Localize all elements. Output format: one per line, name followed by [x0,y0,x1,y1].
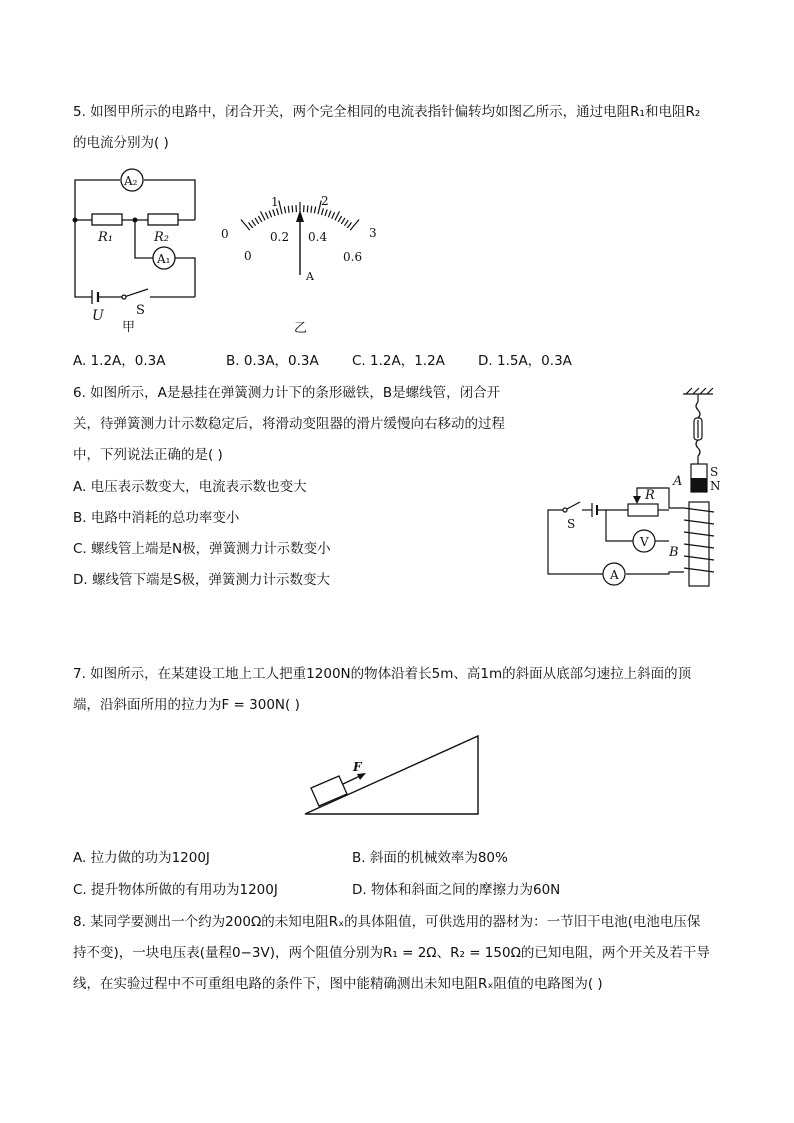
q5-caption-yi: 乙 [294,321,308,336]
q6-stem-line3: 中，下列说法正确的是( ) [73,447,223,463]
q5-dial-top-tick-3: 3 [369,226,377,240]
q5-dial-bottom-tick-1: 0.2 [270,230,290,244]
q5-dial-bottom-tick-0: 0 [244,249,252,263]
q5-r2-label: R₂ [154,230,169,245]
q5-caption-jia: 甲 [122,320,136,335]
q8-stem-line2: 持不变)，一块电压表(量程0−3V)，两个阻值分别为R₁ = 2Ω、R₂ = 150Ω的已知电阻，两个开关及若干导 [73,945,710,961]
q6-n-pole-label: N [710,479,721,493]
q5-dial-bottom-tick-2: 0.4 [308,230,328,244]
q5-option-b: B. 0.3A，0.3A [226,353,319,369]
q8-stem-line1: 8. 某同学要测出一个约为200Ω的未知电阻Rₓ的具体阻值，可供选用的器材为：一节旧干电池(电池电压保 [73,914,701,930]
q7-force-label: F [353,760,362,774]
q5-r1-label: R₁ [98,230,113,245]
q5-switch-label: S [136,303,145,318]
q6-solenoid-label: B [669,545,679,560]
q6-option-b: B. 电路中消耗的总功率变小 [73,510,240,526]
q5-voltage-label: U [92,308,104,324]
q5-option-c: C. 1.2A，1.2A [352,353,445,369]
q5-ammeter-a2-label: A₂ [124,174,138,188]
q7-stem-line1: 7. 如图所示，在某建设工地上工人把重1200N的物体沿着长5m、高1m的斜面从底部匀速拉上斜面的顶 [73,666,692,682]
q5-dial-bottom-tick-3: 0.6 [343,250,363,264]
q5-ammeter-a1-label: A₁ [157,252,171,266]
q6-s-pole-label: S [710,465,719,479]
q7-option-a: A. 拉力做的功为1200J [73,850,210,866]
q6-voltmeter-label: V [640,535,649,549]
q6-ammeter-label: A [610,568,619,582]
q5-stem-line2: 的电流分别为( ) [73,135,169,151]
q6-option-c: C. 螺线管上端是N极，弹簧测力计示数变小 [73,541,331,557]
q6-option-a: A. 电压表示数变大，电流表示数也变大 [73,479,307,495]
q7-stem-line2: 端，沿斜面所用的拉力为F = 300N( ) [73,697,300,713]
q8-stem-line3: 线，在实验过程中不可重组电路的条件下，图中能精确测出未知电阻Rₓ阻值的电路图为( ) [73,976,603,992]
q5-dial-top-tick-1: 1 [271,195,279,209]
q5-stem-line1: 5. 如图甲所示的电路中，闭合开关，两个完全相同的电流表指针偏转均如图乙所示，通过电阻R₁和电阻R₂ [73,104,701,120]
q5-dial-top-tick-0: 0 [221,227,229,241]
q6-switch-label: S [567,517,576,531]
q6-stem-line2: 关，待弹簧测力计示数稳定后，将滑动变阻器的滑片缓慢向右移动的过程 [73,416,505,432]
q5-option-d: D. 1.5A，0.3A [478,353,572,369]
q6-option-d: D. 螺线管下端是S极，弹簧测力计示数变大 [73,572,331,588]
q5-dial-top-tick-2: 2 [321,194,329,208]
q5-option-a: A. 1.2A，0.3A [73,353,166,369]
q6-rheostat-label: R [645,488,655,503]
q7-option-d: D. 物体和斜面之间的摩擦力为60N [352,882,561,898]
q7-option-b: B. 斜面的机械效率为80% [352,850,508,866]
q6-magnet-label: A [673,474,683,489]
q5-dial-pointer-label: A [306,270,314,283]
q7-option-c: C. 提升物体所做的有用功为1200J [73,882,278,898]
q6-stem-line1: 6. 如图所示，A是悬挂在弹簧测力计下的条形磁铁，B是螺线管，闭合开 [73,385,501,401]
